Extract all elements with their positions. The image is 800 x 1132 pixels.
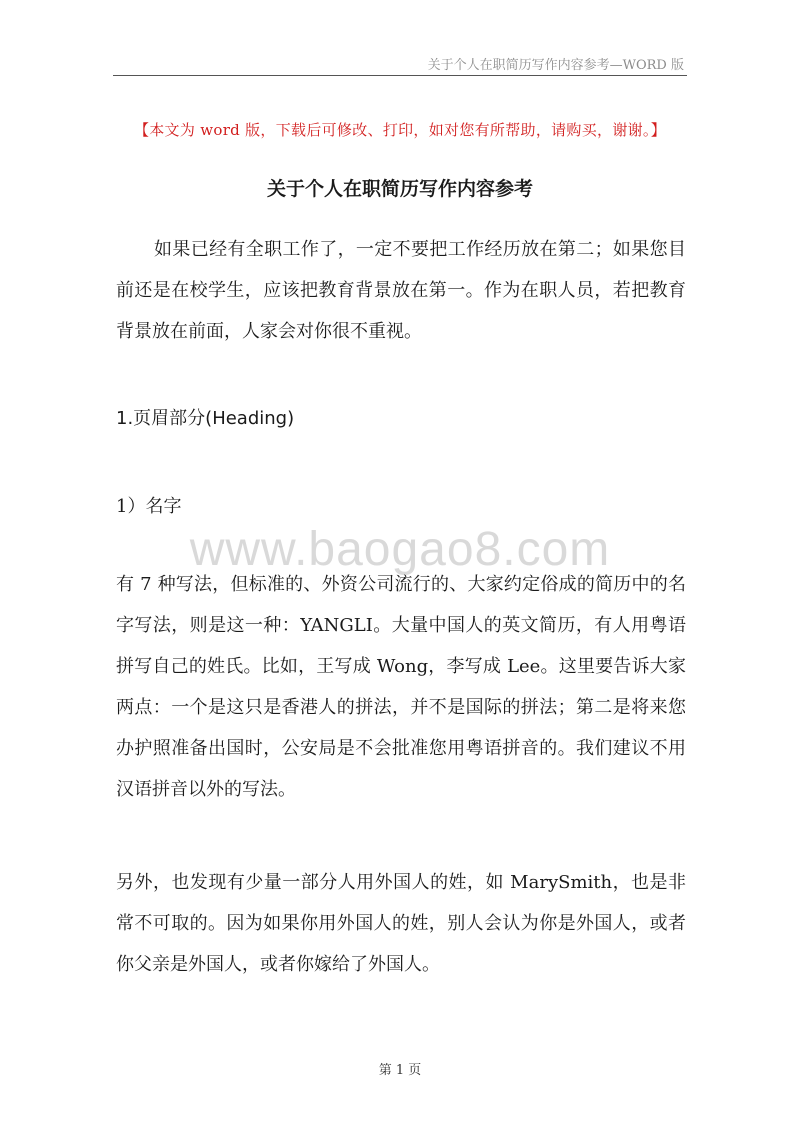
watermark: www.baogao8.com	[189, 523, 611, 576]
header-divider	[113, 75, 687, 76]
page-number: 第 1 页	[378, 1063, 422, 1078]
section-heading: 1.页眉部分(Heading)	[116, 408, 295, 429]
subsection-heading: 1）名字	[116, 496, 182, 517]
page-header-text: 关于个人在职简历写作内容参考—WORD 版	[427, 58, 684, 73]
paragraph-intro: 如果已经有全职工作了，一定不要把工作经历放在第二；如果您目前还是在校学生，应该把教育背景放在第一。作为在职人员，若把教育背景放在前面，人家会对你很不重视。	[116, 239, 686, 342]
download-notice: 【本文为 word 版，下载后可修改、打印，如对您有所帮助，请购买，谢谢。】	[133, 121, 667, 139]
paragraph-name-format: 有 7 种写法，但标准的、外资公司流行的、大家约定俗成的简历中的名字写法，则是这一种：YANGLI。大量中国人的英文简历，有人用粤语拼写自己的姓氏。比如，王写成 Wong，李写成 Lee。这里要告诉大家两点：一个是这只是香港人的拼法，并不是国际的拼法；第二是将来您办护照准备出国时，公安局是不会批准您用粤语拼音的。我们建议不用汉语拼音以外的写法。	[116, 574, 686, 800]
document-title: 关于个人在职简历写作内容参考	[266, 178, 533, 200]
paragraph-foreign-surname: 另外，也发现有少量一部分人用外国人的姓，如 MarySmith，也是非常不可取的。因为如果你用外国人的姓，别人会认为你是外国人，或者你父亲是外国人，或者你嫁给了外国人。	[116, 872, 686, 975]
